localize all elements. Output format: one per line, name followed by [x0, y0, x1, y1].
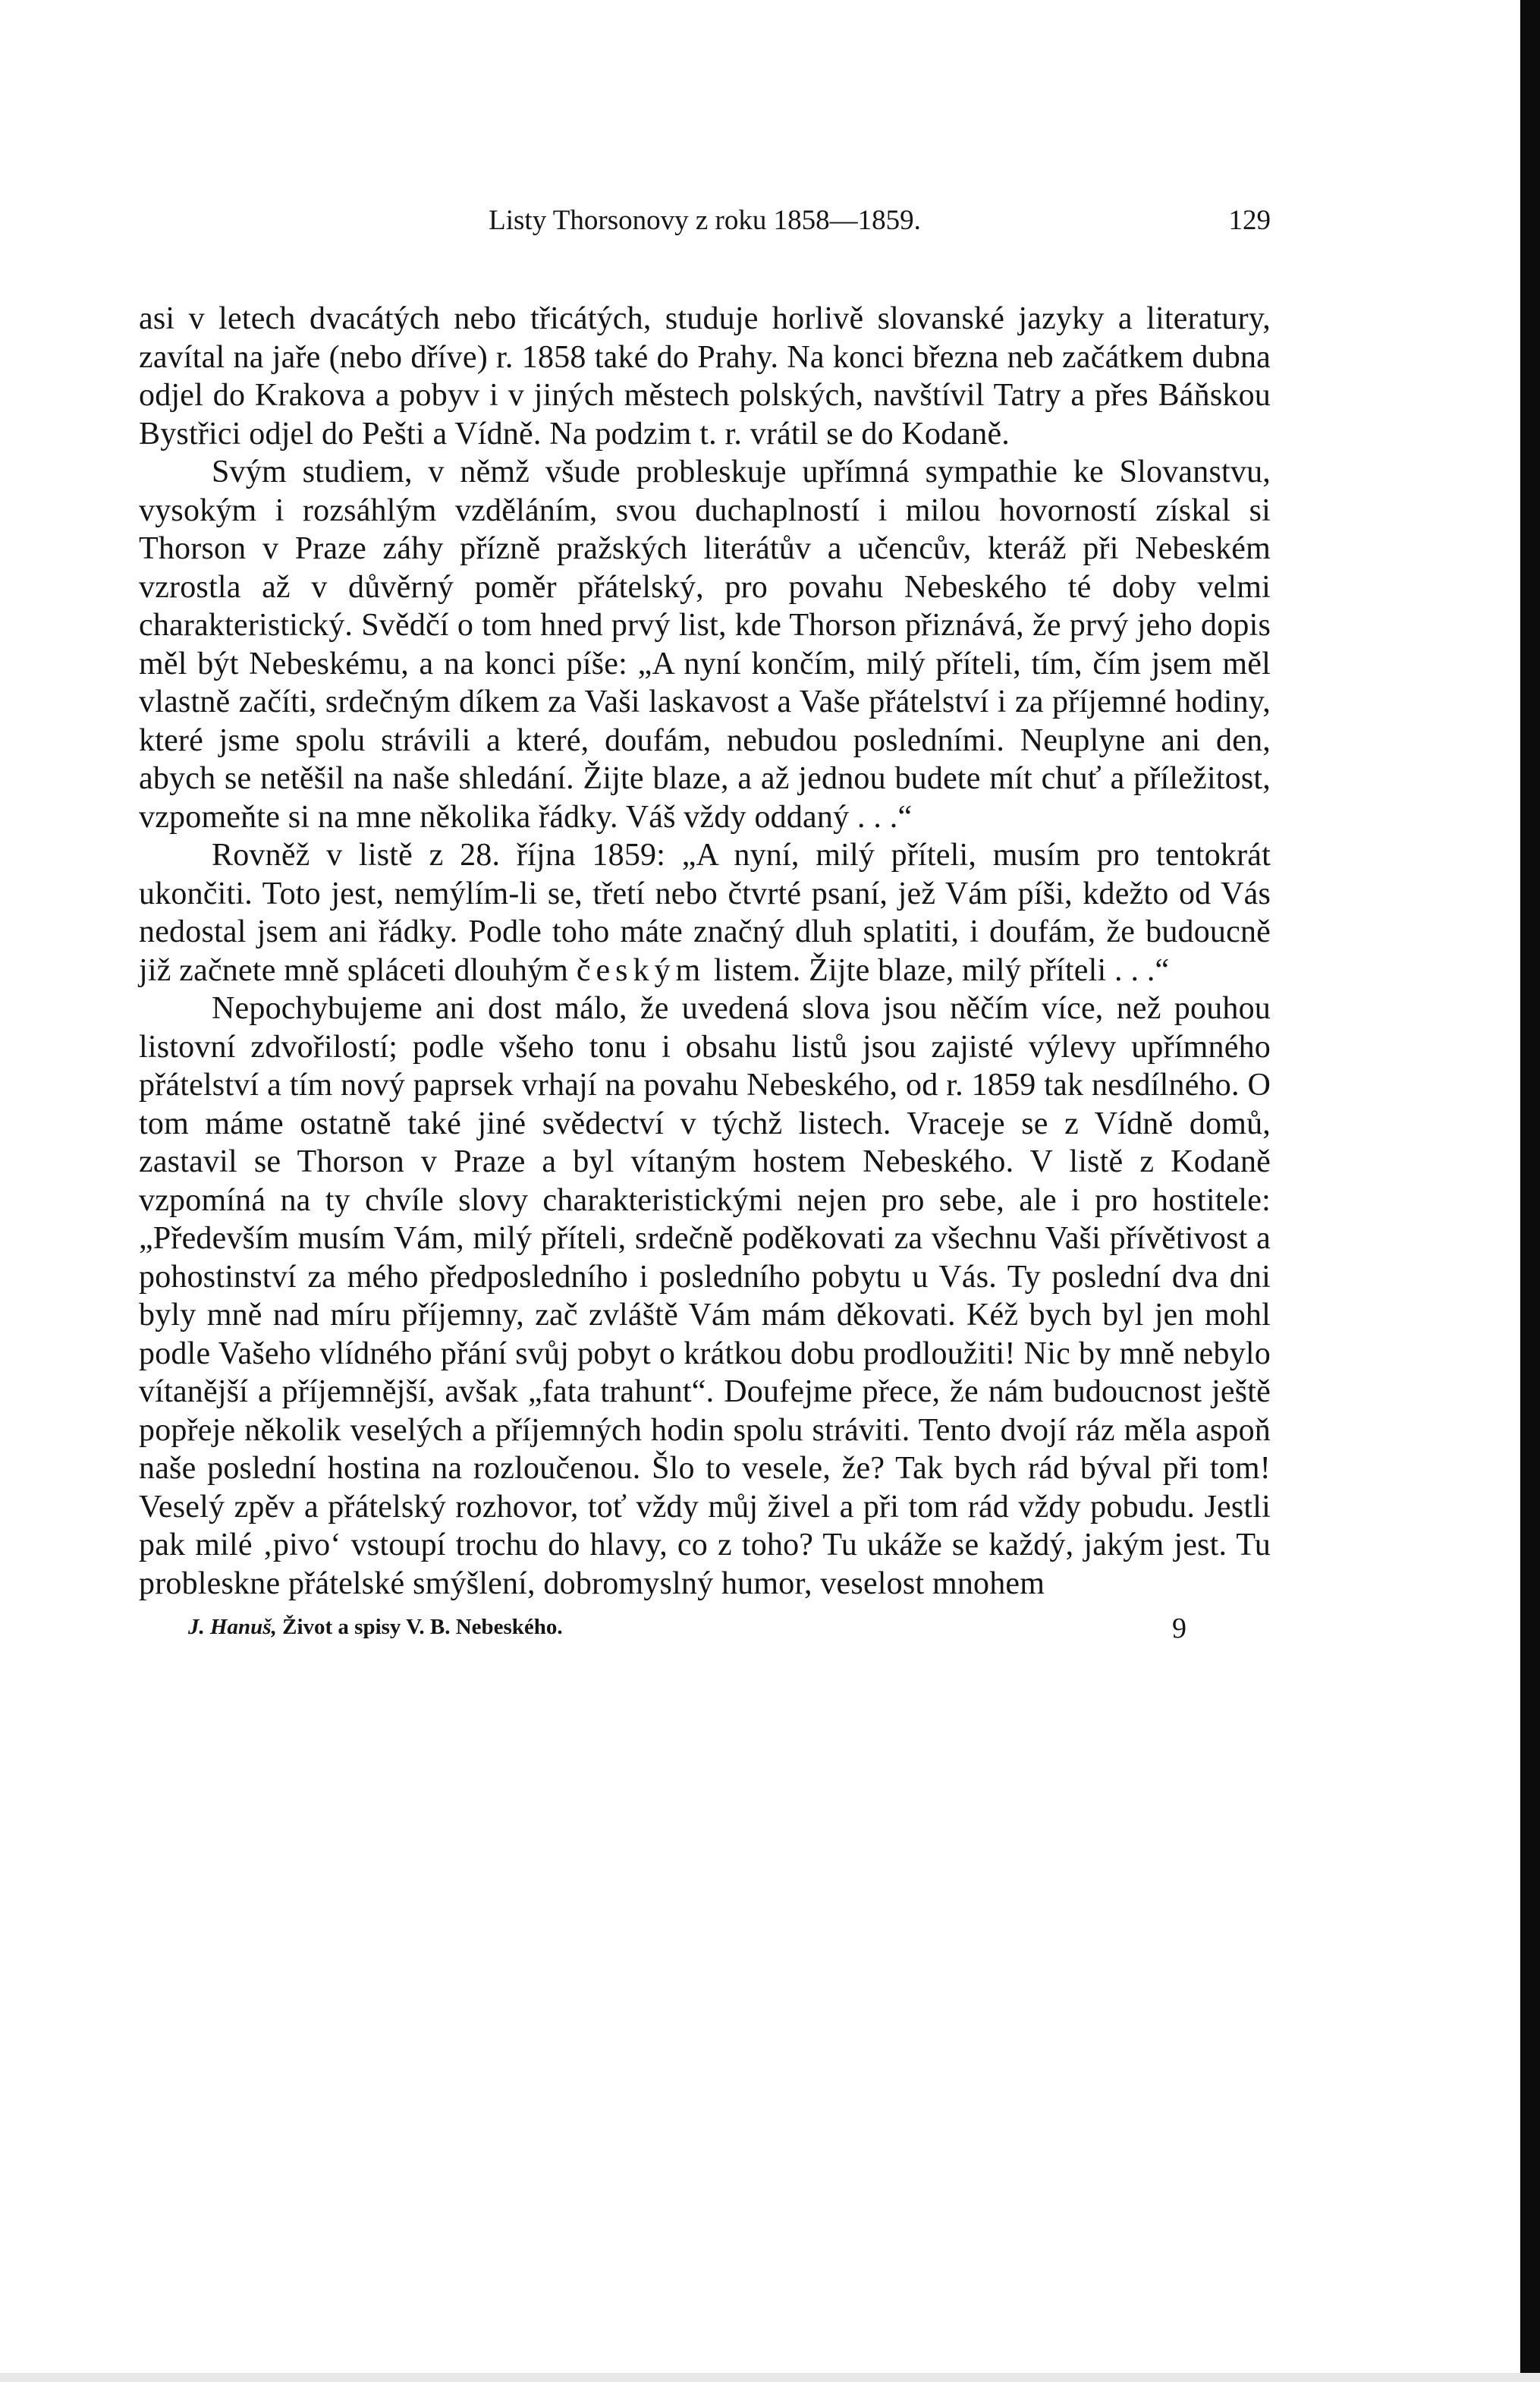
- book-page: [139, 194, 1271, 1653]
- paragraph-3-spaced-word: českým: [576, 952, 706, 988]
- paragraph-3-text-a: Rovněž v listě z 28. října 1859: „A nyní, milý příteli, musím pro tentokrát ukončiti. Toto jest, nemýlím-li se, třetí nebo čtvrté psaní, jež Vám píši, kdežto od Vás nedostal jsem ani řádky. Podle toho máte značný dluh splatiti, i doufám, že budoucně již začnete mně spláceti dlouhým: [139, 838, 1271, 988]
- scan-edge-bottom: [0, 2373, 1540, 2382]
- paragraph-2-text: Svým studiem, v němž všude probleskuje upřímná sympathie ke Slovanstvu, vysokým i rozsáhlým vzděláním, svou duchaplností i milou hovorností získal si Thorson v Praze záhy přízně pražských literátův a učencův, kteráž při Nebeském vzrostla až v důvěrný poměr přátelský, pro povahu Nebeského té doby velmi charakteristický. Svědčí o tom hned prvý list, kde Thorson přiznává, že prvý jeho dopis měl být Nebeskému, a na konci píše: „A nyní končím, milý příteli, tím, čím jsem měl vlastně začíti, srdečným díkem za Vaši laskavost a Vaše přátelství i za příjemné hodiny, které jsme spolu strávili a které, doufám, nebudou posledními. Neuplyne ani den, abych se netěšil na naše shledání. Žijte blaze, a až jednou budete mít chuť a příležitost, vzpomeňte si na mne několika řádky. Váš vždy oddaný . . .“: [139, 455, 1271, 835]
- signature-title: Život a spisy V. B. Nebeského.: [282, 1615, 563, 1639]
- signature-line: [188, 1615, 563, 1640]
- page-number: 129: [1228, 205, 1271, 236]
- scan-edge-right: [1520, 0, 1540, 2382]
- sheet-number: 9: [1172, 1613, 1186, 1644]
- body-text: [139, 300, 1271, 1603]
- running-title: Listy Thorsonovy z roku 1858—1859.: [489, 205, 921, 236]
- paragraph-2: [139, 453, 1271, 836]
- paragraph-4-text: Nepochybujeme ani dost málo, že uvedená slova jsou něčím více, než pouhou listovní zdvořilostí; podle všeho tonu i obsahu listů jsou zajisté výlevy upřímného přátelství a tím nový paprsek vrhají na povahu Nebeského, od r. 1859 tak nesdílného. O tom máme ostatně také jiné svědectví v týchž listech. Vraceje se z Vídně domů, zastavil se Thorson v Praze a byl vítaným hostem Nebeského. V listě z Kodaně vzpomíná na ty chvíle slovy charakteristickými nejen pro sebe, ale i pro hostitele: „Především musím Vám, milý příteli, srdečně poděkovati za všechnu Vaši přívětivost a pohostinství za mého předposledního i posledního pobytu u Vás. Ty poslední dva dni byly mně nad míru příjemny, zač zvláště Vám mám děkovati. Kéž bych byl jen mohl podle Vašeho vlídného přání svůj pobyt o krátkou dobu prodloužiti! Nic by mně nebylo vítanější a příjemnější, avšak „fata trahunt“. Doufejme přece, že nám budoucnost ještě popřeje několik veselých a příjemných hodin spolu stráviti. Tento dvojí ráz měla aspoň naše poslední hostina na rozloučenou. Šlo to vesele, že? Tak bych rád býval při tom! Veselý zpěv a přátelský rozhovor, toť vždy můj živel a při tom rád vždy pobudu. Jestli pak milé ‚pivo‘ vstoupí trochu do hlavy, co z toho? Tu ukáže se každý, jakým jest. Tu probleskne přátelské smýšlení, dobromyslný humor, veselost mnohem: [139, 991, 1271, 1601]
- paragraph-3: [139, 836, 1271, 990]
- page-footer: [139, 1615, 1271, 1653]
- paragraph-3-text-b: listem. Žijte blaze, milý příteli . . .“: [706, 952, 1170, 988]
- running-head: [139, 194, 1271, 247]
- paragraph-1-text: asi v letech dvacátých nebo třicátých, studuje horlivě slovanské jazyky a literatury, zavítal na jaře (nebo dříve) r. 1858 také do Prahy. Na konci března neb začátkem dubna odjel do Krakova a pobyv i v jiných městech polských, navštívil Tatry a přes Báňskou Bystřici odjel do Pešti a Vídně. Na podzim t. r. vrátil se do Kodaně.: [139, 301, 1271, 452]
- paragraph-1: [139, 300, 1271, 453]
- paragraph-4: [139, 990, 1271, 1603]
- signature-author: J. Hanuš,: [188, 1615, 277, 1639]
